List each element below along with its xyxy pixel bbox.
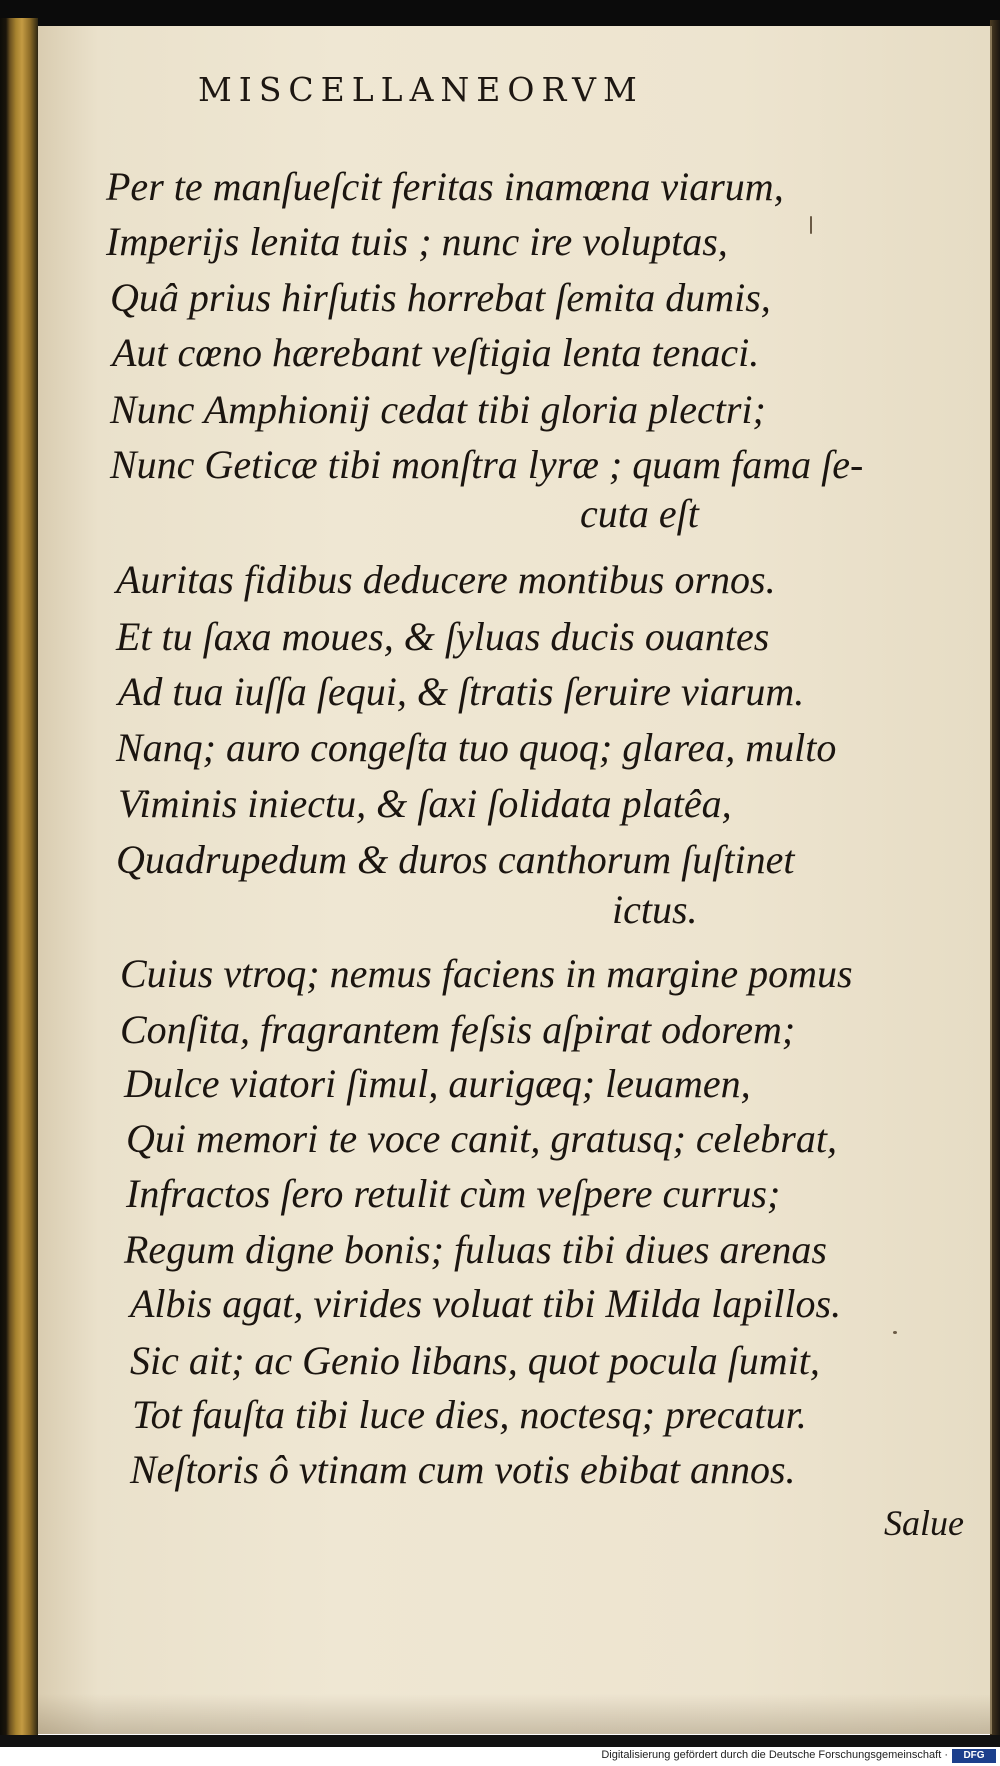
verse-line: Imperijs lenita tuis ; nunc ire voluptas,: [106, 219, 728, 264]
verse-line: Regum digne bonis; fuluas tibi diues arenas: [124, 1227, 827, 1272]
verse-line: Infractos ſero retulit cùm veſpere currus;: [126, 1171, 781, 1216]
digitization-footer: [0, 1747, 1000, 1766]
verse-line: Qui memori te voce canit, gratusq; celebrat,: [126, 1116, 837, 1161]
verse-line: Viminis iniectu, & ſaxi ſolidata platêa,: [118, 781, 732, 826]
verse-line: Conſita, fragrantem feſsis aſpirat odorem;: [120, 1007, 796, 1052]
verse-line: Auritas fidibus deducere montibus ornos.: [116, 557, 776, 602]
verse-line: Quadrupedum & duros canthorum ſuſtinet: [116, 837, 795, 882]
verse-line: Ad tua iuſſa ſequi, & ſtratis ſeruire viarum.: [118, 669, 805, 714]
verse-line-continuation: ictus.: [612, 887, 698, 932]
paper-speck: [893, 1331, 897, 1334]
scan-bottom-border: [0, 1735, 1000, 1747]
verse-line: Albis agat, virides voluat tibi Milda lapillos.: [130, 1281, 842, 1326]
funding-credit: Digitalisierung gefördert durch die Deutsche Forschungsgemeinschaft ·: [601, 1749, 948, 1761]
dfg-logo: DFG: [952, 1749, 996, 1763]
verse-line: Sic ait; ac Genio libans, quot pocula ſumit,: [130, 1338, 820, 1383]
catchword: Salue: [884, 1503, 964, 1543]
verse-line: Nanq; auro congeſta tuo quoq; glarea, multo: [116, 725, 837, 770]
verse-line-continuation: cuta eſt: [580, 491, 699, 536]
verse-line: Et tu ſaxa moues, & ſyluas ducis ouantes: [116, 614, 770, 659]
verse-line: Per te manſueſcit feritas inamœna viarum,: [106, 164, 784, 209]
verse-line: Quâ prius hirſutis horrebat ſemita dumis,: [110, 275, 771, 320]
scan-top-border: [0, 0, 1000, 28]
verse-line: Tot fauſta tibi luce dies, noctesq; precatur.: [132, 1392, 807, 1437]
running-title: MISCELLANEORVM: [198, 70, 644, 109]
verse-line: Nunc Amphionij cedat tibi gloria plectri;: [110, 387, 766, 432]
verse-line: Aut cœno hærebant veſtigia lenta tenaci.: [112, 330, 760, 375]
verse-line: Nunc Geticæ tibi monſtra lyræ ; quam fama ſe-: [110, 442, 864, 487]
verse-line: Cuius vtroq; nemus faciens in margine pomus: [120, 951, 853, 996]
verse-line: Neſtoris ô vtinam cum votis ebibat annos.: [130, 1447, 796, 1492]
book-spine-edge: [0, 18, 38, 1738]
verse-line: Dulce viatori ſimul, aurigæq; leuamen,: [124, 1061, 751, 1106]
